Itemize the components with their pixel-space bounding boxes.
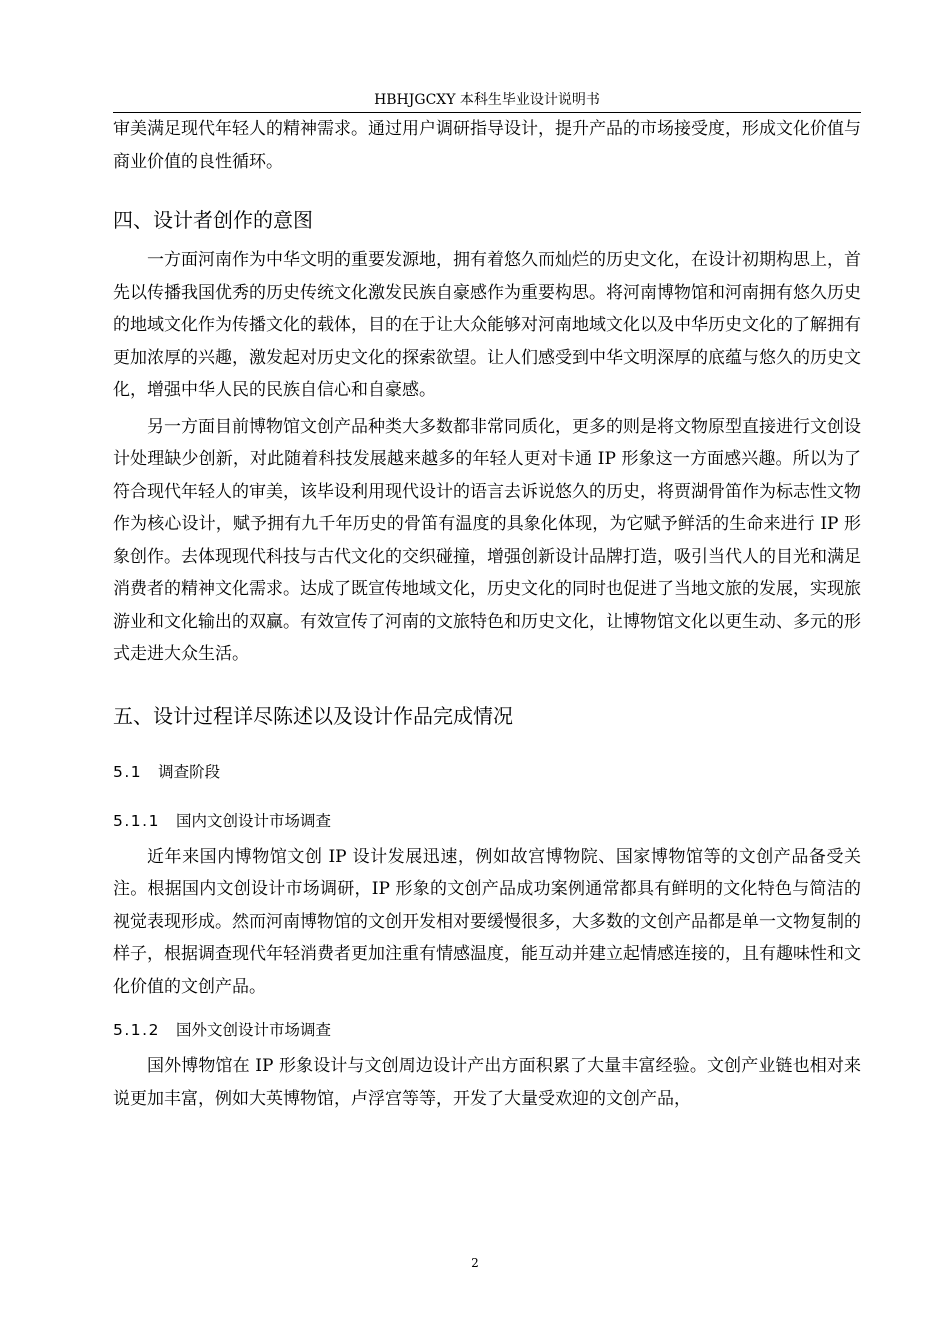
body-paragraph: 另一方面目前博物馆文创产品种类大多数都非常同质化，更多的则是将文物原型直接进行文创设计处理缺少创新，对此随着科技发展越来越多的年轻人更对卡通 IP 形象这一方面感兴趣。所以为了符合现代年轻人的审美，该毕设利用现代设计的语言去诉说悠久的历史，将贾湖骨笛作为标志性文物作为核心设计，赋予拥有九千年历史的骨笛有温度的具象化体现，为它赋予鲜活的生命来进行 IP 形象创作。去体现现代科技与古代文化的交织碰撞，增强创新设计品牌打造，吸引当代人的目光和满足消费者的精神文化需求。达成了既宣传地域文化，历史文化的同时也促进了当地文旅的发展，实现旅游业和文化输出的双赢。有效宣传了河南的文旅特色和历史文化，让博物馆文化以更生动、多元的形式走进大众生活。 <box>113 416 861 664</box>
subsection-number: 5.1 <box>113 762 143 781</box>
section-heading-5: 五、设计过程详尽陈述以及设计作品完成情况 <box>113 703 513 728</box>
body-paragraph: 近年来国内博物馆文创 IP 设计发展迅速，例如故宫博物院、国家博物馆等的文创产品备受关注。根据国内文创设计市场调研，IP 形象的文创产品成功案例通常都具有鲜明的文化特色与简洁的视觉表现形成。然而河南博物馆的文创开发相对要缓慢很多，大多数的文创产品都是单一文物复制的样子，根据调查现代年轻消费者更加注重有情感温度，能互动并建立起情感连接的，且有趣味性和文化价值的文创产品。 <box>113 846 861 997</box>
subsection-title: 国内文创设计市场调查 <box>175 811 331 830</box>
subsection-number: 5.1.1 <box>113 811 160 830</box>
continued-paragraph: 审美满足现代年轻人的精神需求。通过用户调研指导设计，提升产品的市场接受度，形成文化价值与商业价值的良性循环。 <box>113 119 861 172</box>
subsection-heading-5-1-1 <box>113 806 861 836</box>
subsection-title: 调查阶段 <box>158 762 221 781</box>
subsection-heading-5-1-2 <box>113 1015 861 1045</box>
page-header: HBHJGCXY 本科生毕业设计说明书 <box>374 92 600 108</box>
document-body <box>113 113 861 1115</box>
subsection-number: 5.1.2 <box>113 1021 160 1039</box>
body-paragraph: 国外博物馆在 IP 形象设计与文创周边设计产出方面积累了大量丰富经验。文创产业链也相对来说更加丰富，例如大英博物馆，卢浮宫等等，开发了大量受欢迎的文创产品， <box>113 1056 861 1109</box>
section-heading-4: 四、设计者创作的意图 <box>113 208 313 232</box>
page-number: 2 <box>471 1256 479 1270</box>
subsection-title: 国外文创设计市场调查 <box>175 1021 331 1039</box>
subsection-heading-5-1 <box>113 757 861 787</box>
body-paragraph: 一方面河南作为中华文明的重要发源地，拥有着悠久而灿烂的历史文化，在设计初期构思上，首先以传播我国优秀的历史传统文化激发民族自豪感作为重要构思。将河南博物馆和河南拥有悠久历史的地域文化作为传播文化的载体，目的在于让大众能够对河南地域文化以及中华历史文化的了解拥有更加浓厚的兴趣，激发起对历史文化的探索欲望。让人们感受到中华文明深厚的底蕴与悠久的历史文化，增强中华人民的民族自信心和自豪感。 <box>113 250 861 400</box>
